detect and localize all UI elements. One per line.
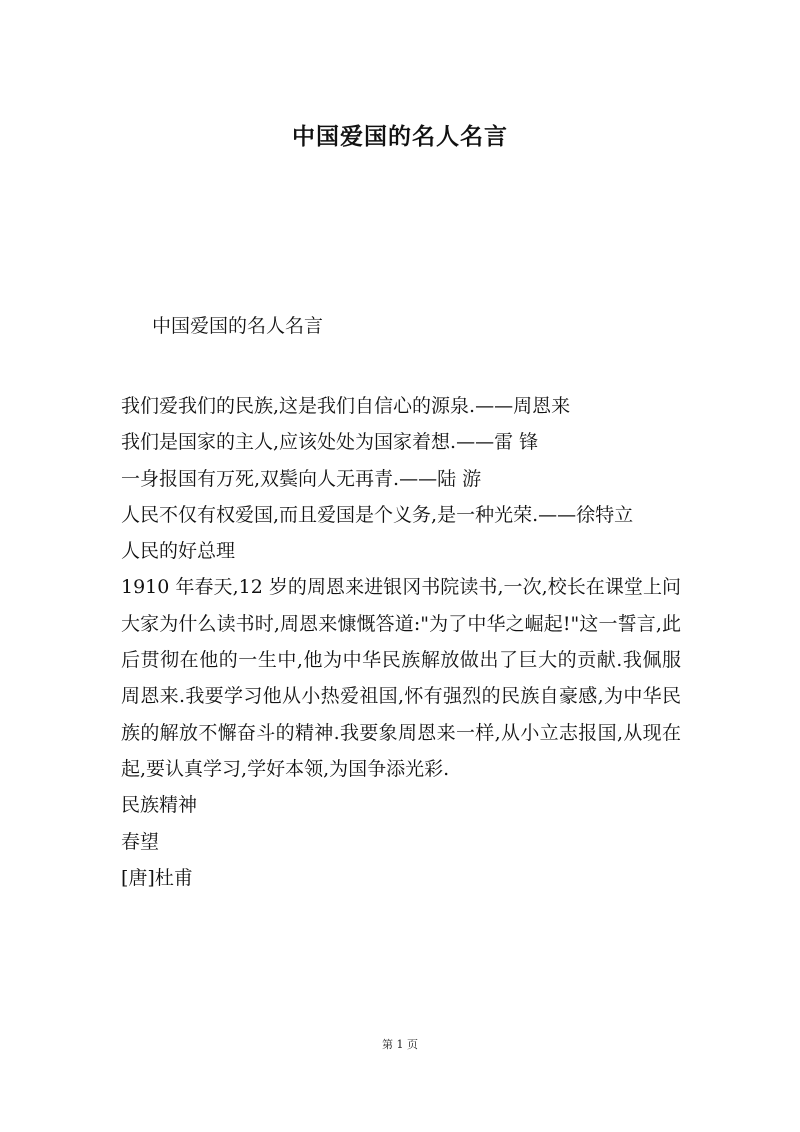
page-number: 第 1 页 <box>382 1038 418 1051</box>
paragraph: 1910 年春天,12 岁的周恩来进银冈书院读书,一次,校长在课堂上问大家为什么读书时,周恩来慷慨答道:"为了中华之崛起!"这一誓言,此后贯彻在他的一生中,他为中华民族解放做出了巨大的贡献.我佩服周恩来.我要学习他从小热爱祖国,怀有强烈的民族自豪感,为中华民族的解放不懈奋斗的精神.我要象周恩来一样,从小立志报国,从现在起,要认真学习,学好本领,为国争添光彩. <box>121 576 681 780</box>
paragraph: 人民不仅有权爱国,而且爱国是个义务,是一种光荣.——徐特立 <box>121 503 634 526</box>
paragraph: 我们是国家的主人,应该处处为国家着想.——雷 锋 <box>121 431 539 454</box>
page-title: 中国爱国的名人名言 <box>292 124 508 150</box>
paragraph: 我们爱我们的民族,这是我们自信心的源泉.——周恩来 <box>121 395 571 417</box>
paragraph: 一身报国有万死,双鬓向人无再青.——陆 游 <box>121 467 482 490</box>
section-heading: 中国爱国的名人名言 <box>152 315 324 337</box>
paragraph: 春望 <box>121 830 160 853</box>
paragraph: 人民的好总理 <box>121 540 236 563</box>
paragraph: 民族精神 <box>121 794 198 817</box>
body-text <box>121 388 681 896</box>
paragraph: [唐]杜甫 <box>121 866 193 889</box>
